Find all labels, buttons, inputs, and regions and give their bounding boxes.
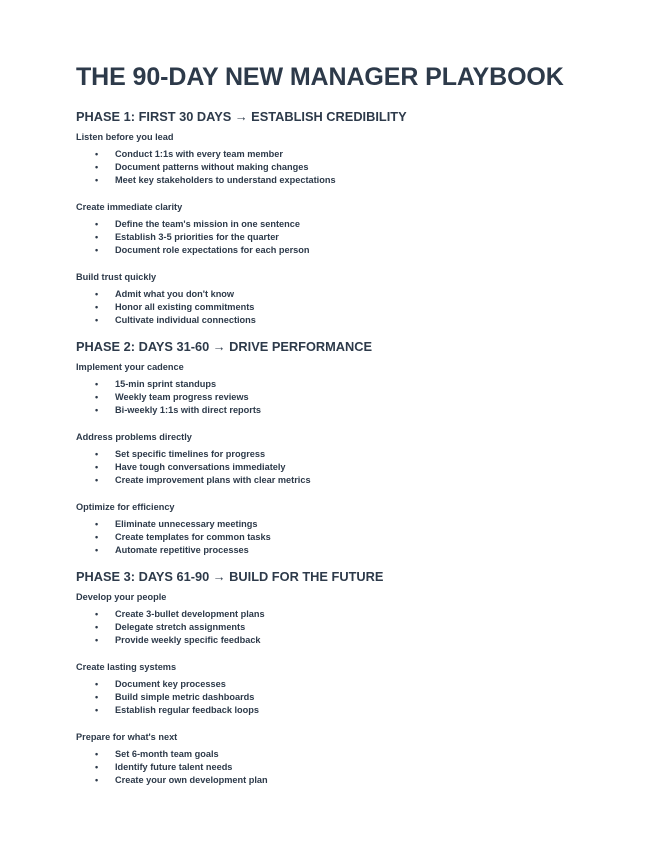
bullet-icon: • [95,775,99,785]
bullet-list [76,608,616,647]
list-item-text: 15-min sprint standups [115,379,217,389]
bullet-list [76,218,616,257]
bullet-icon: • [95,392,99,402]
list-item [76,174,616,187]
list-item-text: Automate repetitive processes [115,545,249,555]
list-item [76,288,616,301]
list-item-text: Create your own development plan [115,775,268,785]
bullet-icon: • [95,405,99,415]
bullet-icon: • [95,749,99,759]
bullet-icon: • [95,692,99,702]
list-item [76,448,616,461]
bullet-list [76,678,616,717]
bullet-list [76,378,616,417]
subsection-heading: Implement your cadence [76,362,184,372]
list-item-text: Set specific timelines for progress [115,449,266,459]
list-item-text: Establish regular feedback loops [115,705,259,715]
list-item [76,544,616,557]
list-item-text: Provide weekly specific feedback [115,635,261,645]
subsection [76,501,616,557]
bullet-icon: • [95,762,99,772]
list-item-text: Set 6-month team goals [115,749,219,759]
list-item [76,748,616,761]
list-item-text: Conduct 1:1s with every team member [115,149,283,159]
list-item [76,231,616,244]
list-item-text: Document patterns without making changes [115,162,309,172]
list-item-text: Admit what you don't know [115,289,235,299]
phase-1-section [76,109,616,327]
list-item-text: Create templates for common tasks [115,532,271,542]
bullet-icon: • [95,532,99,542]
bullet-icon: • [95,622,99,632]
list-item [76,218,616,231]
bullet-icon: • [95,449,99,459]
list-item [76,404,616,417]
bullet-list [76,288,616,327]
bullet-icon: • [95,302,99,312]
list-item [76,678,616,691]
list-item [76,518,616,531]
list-item [76,391,616,404]
subsection-heading: Listen before you lead [76,132,174,142]
subsection [76,271,616,327]
list-item [76,531,616,544]
list-item-text: Build simple metric dashboards [115,692,255,702]
list-item [76,301,616,314]
bullet-icon: • [95,149,99,159]
subsection-heading: Prepare for what's next [76,732,178,742]
bullet-icon: • [95,679,99,689]
list-item-text: Bi-weekly 1:1s with direct reports [115,405,262,415]
list-item-text: Identify future talent needs [115,762,233,772]
list-item-text: Document key processes [115,679,226,689]
subsection [76,431,616,487]
bullet-icon: • [95,519,99,529]
list-item [76,634,616,647]
list-item-text: Have tough conversations immediately [115,462,286,472]
list-item [76,704,616,717]
bullet-icon: • [95,379,99,389]
list-item [76,474,616,487]
bullet-icon: • [95,245,99,255]
bullet-icon: • [95,315,99,325]
bullet-icon: • [95,635,99,645]
subsection [76,361,616,417]
bullet-list [76,748,616,787]
list-item [76,161,616,174]
list-item [76,461,616,474]
bullet-list [76,148,616,187]
list-item-text: Define the team's mission in one sentence [115,219,300,229]
list-item [76,378,616,391]
phase-2-section [76,339,616,557]
list-item [76,244,616,257]
bullet-icon: • [95,475,99,485]
phase-heading: PHASE 1: FIRST 30 DAYS → ESTABLISH CREDIBILITY [76,109,407,124]
subsection [76,201,616,257]
list-item-text: Meet key stakeholders to understand expectations [115,175,336,185]
list-item [76,314,616,327]
bullet-icon: • [95,289,99,299]
bullet-icon: • [95,162,99,172]
list-item-text: Create 3-bullet development plans [115,609,265,619]
bullet-icon: • [95,232,99,242]
document-title: THE 90-DAY NEW MANAGER PLAYBOOK [76,63,564,91]
bullet-icon: • [95,219,99,229]
list-item [76,691,616,704]
list-item [76,774,616,787]
list-item-text: Delegate stretch assignments [115,622,246,632]
list-item-text: Create improvement plans with clear metrics [115,475,311,485]
subsection-heading: Develop your people [76,592,167,602]
subsection-heading: Create immediate clarity [76,202,183,212]
list-item-text: Weekly team progress reviews [115,392,249,402]
bullet-icon: • [95,609,99,619]
phase-3-section [76,569,616,787]
phase-heading: PHASE 2: DAYS 31-60 → DRIVE PERFORMANCE [76,339,373,354]
bullet-list [76,518,616,557]
bullet-icon: • [95,462,99,472]
list-item [76,608,616,621]
list-item [76,621,616,634]
subsection [76,661,616,717]
list-item-text: Cultivate individual connections [115,315,256,325]
list-item [76,148,616,161]
subsection [76,591,616,647]
subsection [76,731,616,787]
subsection-heading: Address problems directly [76,432,192,442]
subsection-heading: Optimize for efficiency [76,502,175,512]
list-item [76,761,616,774]
list-item-text: Document role expectations for each person [115,245,310,255]
list-item-text: Eliminate unnecessary meetings [115,519,258,529]
bullet-icon: • [95,175,99,185]
bullet-icon: • [95,705,99,715]
bullet-icon: • [95,545,99,555]
subsection-heading: Build trust quickly [76,272,157,282]
list-item-text: Honor all existing commitments [115,302,255,312]
subsection [76,131,616,187]
list-item-text: Establish 3-5 priorities for the quarter [115,232,279,242]
phase-heading: PHASE 3: DAYS 61-90 → BUILD FOR THE FUTURE [76,569,384,584]
subsection-heading: Create lasting systems [76,662,177,672]
bullet-list [76,448,616,487]
